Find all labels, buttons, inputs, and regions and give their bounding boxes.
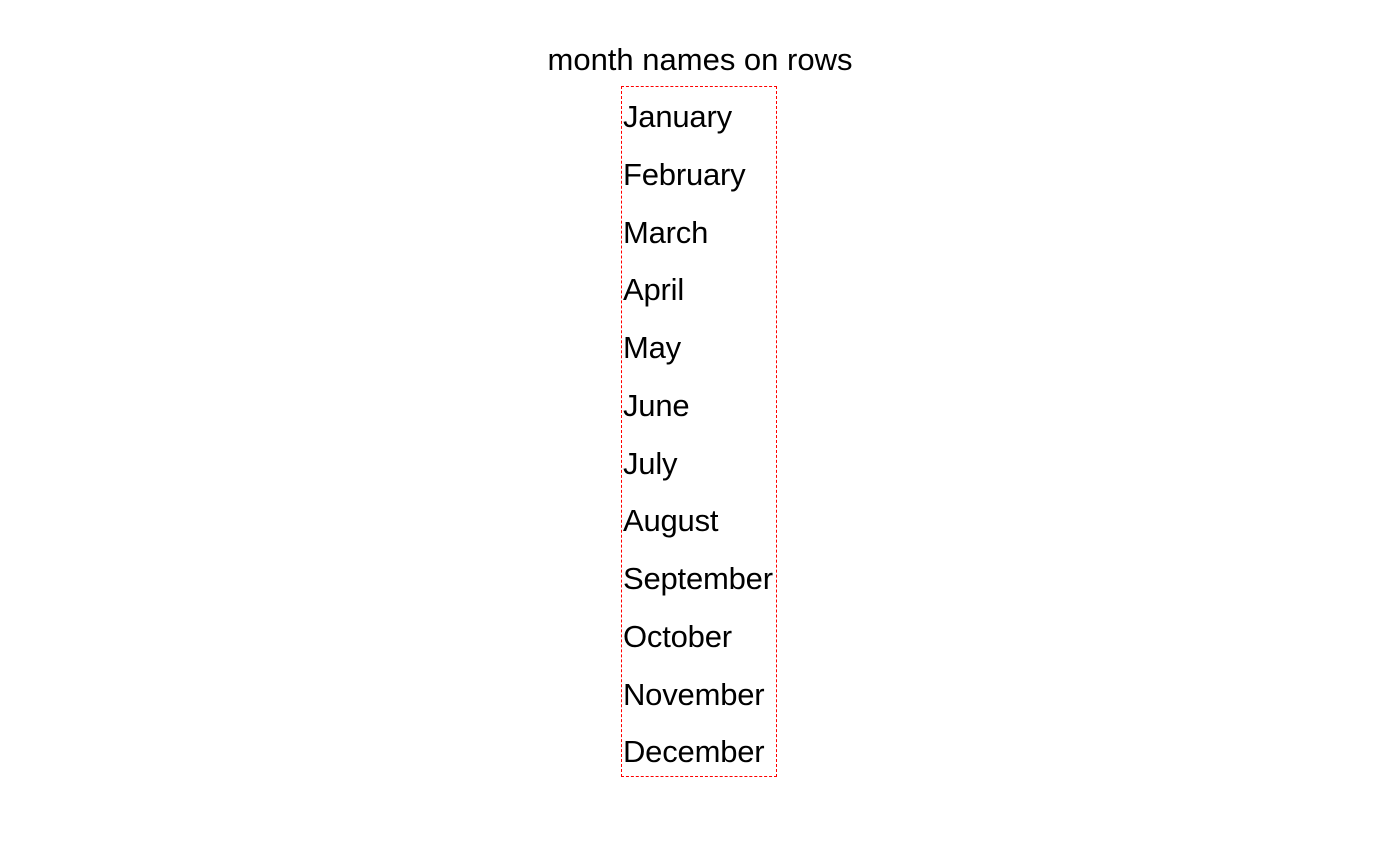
month-label-may: May <box>623 330 681 365</box>
month-label-april: April <box>623 272 685 308</box>
month-label-december: December <box>623 734 765 770</box>
figure-title: month names on rows <box>547 42 853 77</box>
month-label-september: September <box>623 561 773 596</box>
month-label-june: June <box>623 387 690 423</box>
month-label-july: July <box>623 445 678 481</box>
month-label-august: August <box>623 503 719 539</box>
month-label-march: March <box>623 214 709 250</box>
month-label-february: February <box>623 156 746 192</box>
month-label-october: October <box>623 618 732 654</box>
month-label-january: January <box>623 99 732 134</box>
month-list <box>623 88 783 781</box>
month-label-november: November <box>623 676 765 712</box>
